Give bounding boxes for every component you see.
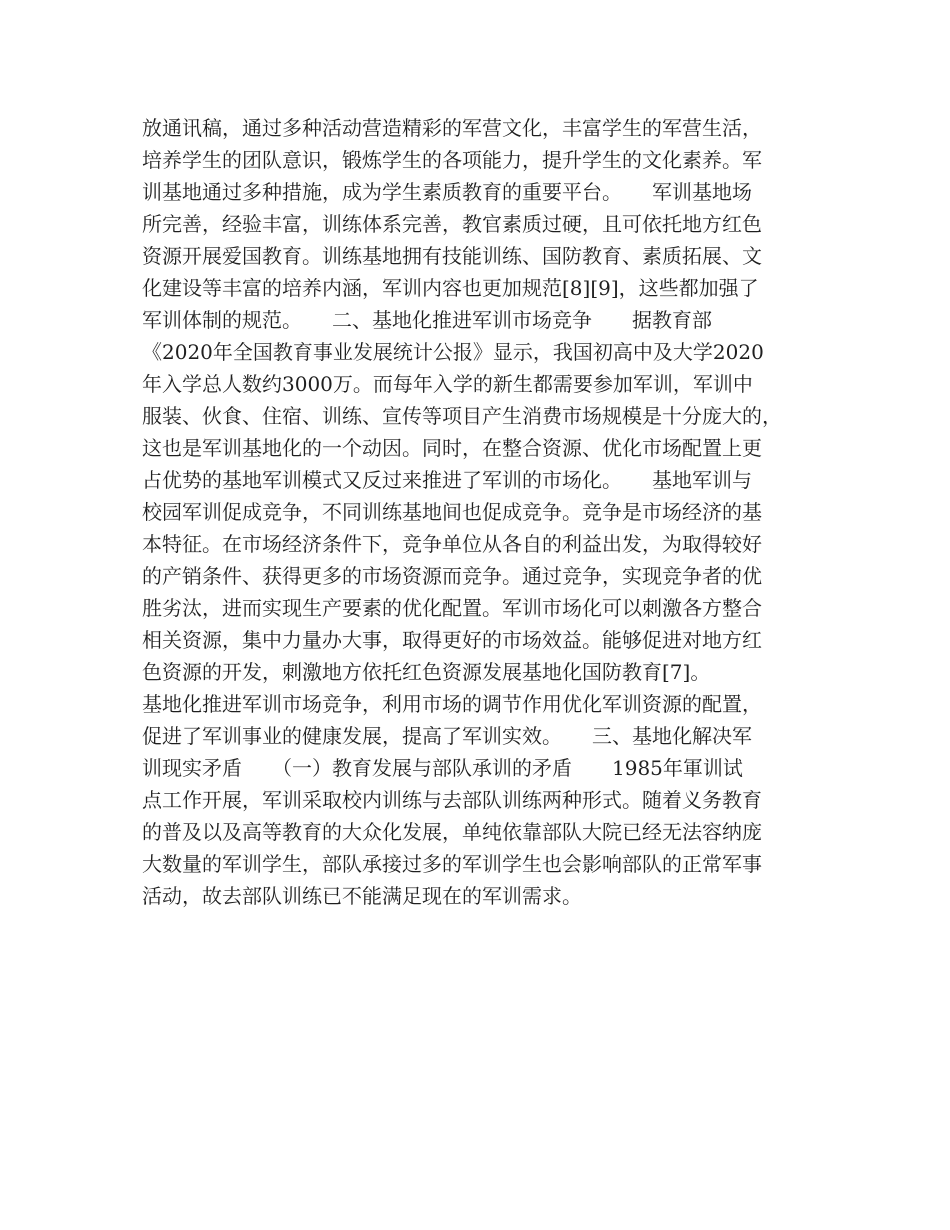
text-line: 化建设等丰富的培养内涵，军训内容也更加规范[8][9]，这些都加强了 bbox=[142, 276, 759, 300]
text-line: 大数量的军训学生，部队承接过多的军训学生也会影响部队的正常军事 bbox=[142, 852, 762, 876]
body-text bbox=[142, 112, 822, 912]
text-line: 占优势的基地军训模式又反过来推进了军训的市场化。 基地军训与 bbox=[142, 468, 752, 492]
text-line: 色资源的开发，刺激地方依托红色资源发展基地化国防教育[7]。 bbox=[142, 660, 711, 684]
text-line: 的产销条件、获得更多的市场资源而竞争。通过竞争，实现竞争者的优 bbox=[142, 564, 762, 588]
text-line: 服装、伙食、住宿、训练、宣传等项目产生消费市场规模是十分庞大的， bbox=[142, 404, 782, 428]
text-line: 训现实矛盾 （一）教育发展与部队承训的矛盾 1985年軍训试 bbox=[142, 756, 743, 780]
text-line: 资源开展爱国教育。训练基地拥有技能训练、国防教育、素质拓展、文 bbox=[142, 244, 762, 268]
text-line: 训基地通过多种措施，成为学生素质教育的重要平台。 军训基地场 bbox=[142, 180, 752, 204]
text-line: 活动，故去部队训练已不能满足现在的军训需求。 bbox=[142, 884, 582, 908]
text-line: 年入学总人数约3000万。而每年入学的新生都需要参加军训，军训中 bbox=[142, 372, 753, 396]
text-line: 基地化推进军训市场竞争，利用市场的调节作用优化军训资源的配置， bbox=[142, 692, 762, 716]
text-line: 相关资源，集中力量办大事，取得更好的市场效益。能够促进对地方红 bbox=[142, 628, 762, 652]
text-line: 促进了军训事业的健康发展，提高了军训实效。 三、基地化解决军 bbox=[142, 724, 752, 748]
text-line: 胜劣汰，进而实现生产要素的优化配置。军训市场化可以刺激各方整合 bbox=[142, 596, 762, 620]
text-line: 本特征。在市场经济条件下，竞争单位从各自的利益出发，为取得较好 bbox=[142, 532, 762, 556]
text-line: 点工作开展，军训采取校内训练与去部队训练两种形式。随着义务教育 bbox=[142, 788, 762, 812]
text-line: 所完善，经验丰富，训练体系完善，教官素质过硬，且可依托地方红色 bbox=[142, 212, 762, 236]
text-line: 这也是军训基地化的一个动因。同时，在整合资源、优化市场配置上更 bbox=[142, 436, 762, 460]
text-line: 的普及以及高等教育的大众化发展，单纯依靠部队大院已经无法容纳庞 bbox=[142, 820, 762, 844]
text-line: 培养学生的团队意识，锻炼学生的各项能力，提升学生的文化素养。军 bbox=[142, 148, 762, 172]
text-line: 校园军训促成竞争，不同训练基地间也促成竞争。竞争是市场经济的基 bbox=[142, 500, 762, 524]
text-line: 放通讯稿，通过多种活动营造精彩的军营文化，丰富学生的军营生活， bbox=[142, 116, 762, 140]
text-line: 军训体制的规范。 二、基地化推进军训市场竞争 据教育部 bbox=[142, 308, 712, 332]
text-line: 《2020年全国教育事业发展统计公报》显示，我国初高中及大学2020 bbox=[142, 340, 764, 364]
